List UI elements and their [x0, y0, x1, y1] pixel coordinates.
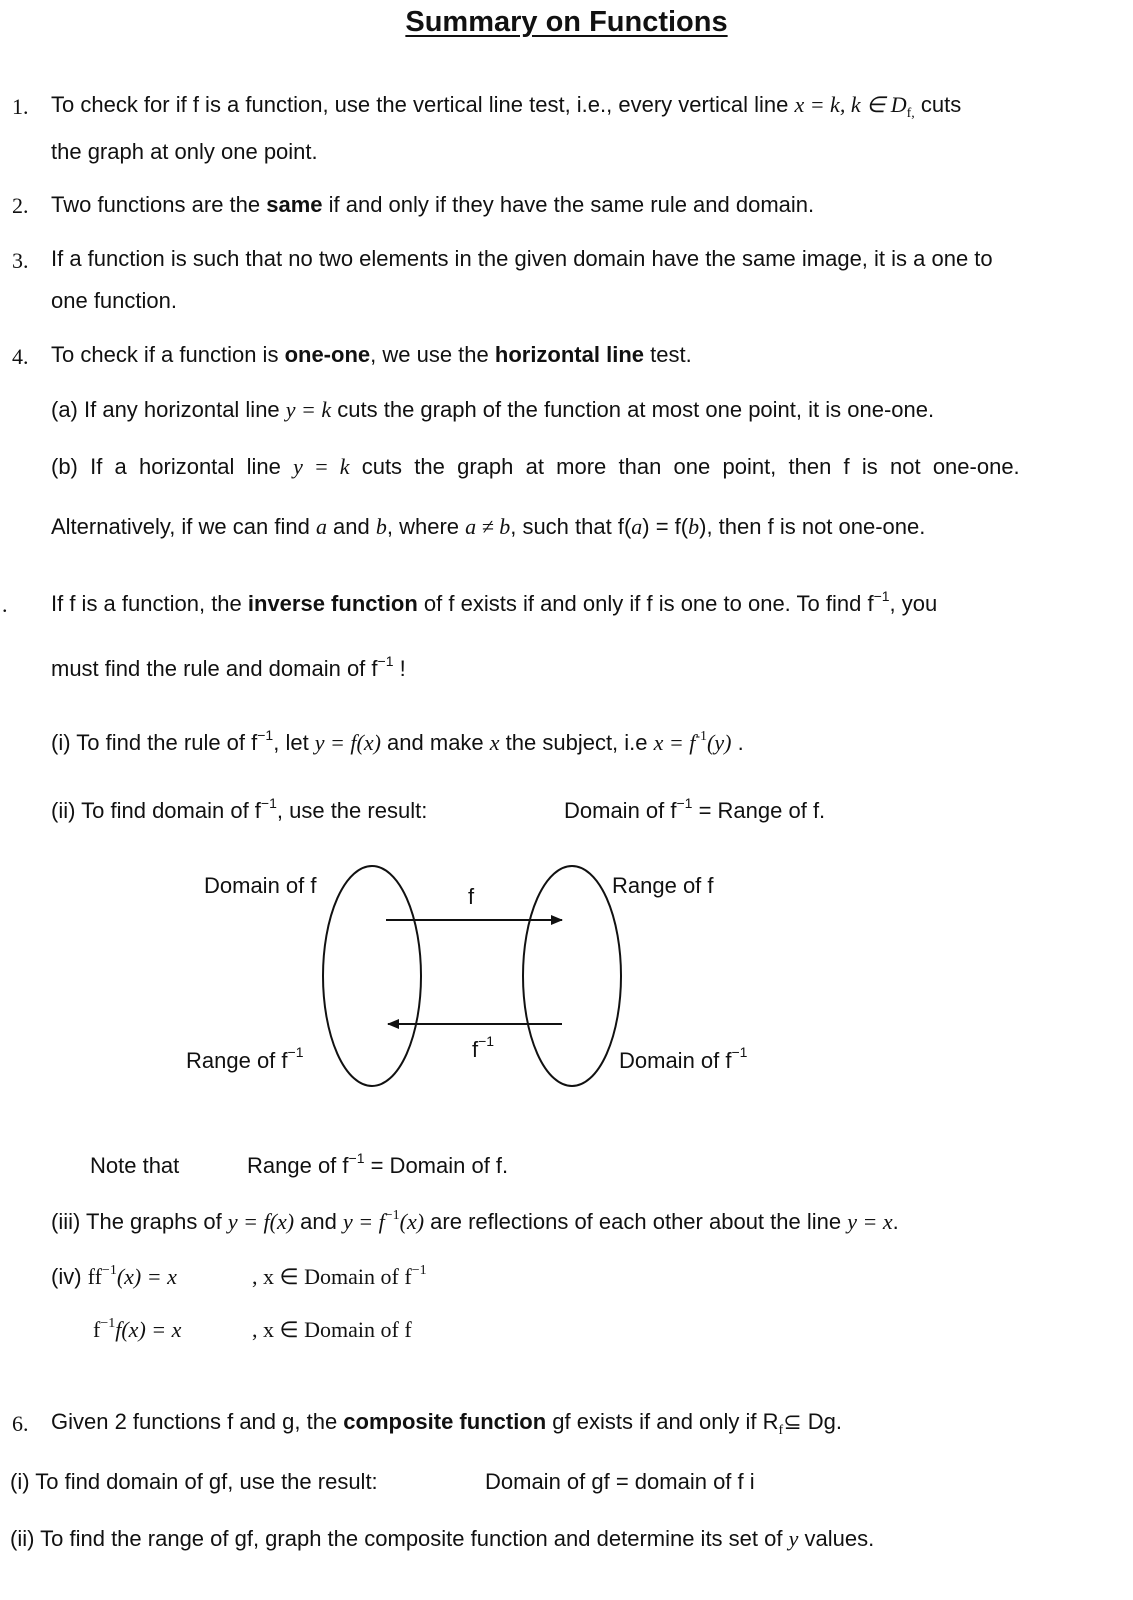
- item-6-i-result: Domain of gf = domain of f i: [485, 1469, 755, 1494]
- range-set-ellipse: [523, 866, 621, 1086]
- item-number-2: 2.: [12, 193, 29, 218]
- item-5-iii-text: (iii) The graphs of y = f(x) and $y = f^{-1}(x)$ are reflections of each other about the line y = x.: [51, 1208, 899, 1234]
- item-5-ii-text: (ii) To find domain of $f^{-1}$, use the result:: [51, 795, 428, 823]
- label-range-of-f: Range of f: [612, 873, 714, 898]
- note-result: Range of $f^{-1}$ = Domain of f.: [247, 1150, 509, 1178]
- item-2-text: Two functions are the same if and only if they have the same rule and domain.: [51, 192, 815, 217]
- label-domain-of-f: Domain of f: [204, 873, 317, 898]
- item-5-ii-result: Domain of $f^{-1}$ = Range of f.: [564, 795, 826, 823]
- label-domain-of-f-inverse: Domain of $f^{-1}$: [619, 1044, 748, 1073]
- item-number-5: .: [2, 592, 8, 617]
- item-5-i-text: (i) To find the rule of $f^{-1}$, let y = f(x) and make x the subject, i.e $x = f^{-1}(y)$ .: [51, 727, 744, 755]
- label-arrow-f: f: [468, 884, 475, 909]
- item-6-text: Given 2 functions f and g, the composite function gf exists if and only if $R_f⊆$ Dg.: [51, 1409, 842, 1438]
- domain-set-ellipse: [323, 866, 421, 1086]
- item-5-iv-condition-2: , x ∈ Domain of f: [252, 1317, 412, 1342]
- item-number-3: 3.: [12, 248, 29, 273]
- item-number-4: 4.: [12, 344, 29, 369]
- item-4b-text: (b) If a horizontal line y = k cuts the graph at more than one point, then f is not one-one.: [51, 454, 1020, 479]
- item-5-line-2: must find the rule and domain of $f^{-1}$ !: [51, 653, 406, 681]
- item-5-iv-line-2: $f^{-1}f(x) = x$: [93, 1316, 182, 1342]
- page-title: Summary on Functions: [405, 6, 728, 38]
- item-4-text: To check if a function is one-one, we use the horizontal line test.: [51, 342, 692, 367]
- item-5-iv-line-1: (iv) $ff^{-1}(x) = x$: [51, 1263, 177, 1289]
- item-4a-text: (a) If any horizontal line y = k cuts the graph of the function at most one point, it is one-one.: [51, 397, 935, 422]
- item-number-6: 6.: [12, 1411, 29, 1436]
- item-5-line-1: If f is a function, the inverse function of f exists if and only if f is one to one. To find $f^{-1}$, you: [51, 588, 938, 616]
- item-6-ii-text: (ii) To find the range of gf, graph the composite function and determine its set of y values.: [10, 1526, 875, 1551]
- item-1-line-1: To check for if f is a function, use the vertical line test, i.e., every vertical line x = k, k ∈ $D_{f,}$ cuts: [51, 92, 962, 121]
- item-4-alternative: Alternatively, if we can find a and b, where a ≠ b, such that f(a) = f(b), then f is not one-one.: [51, 514, 926, 539]
- label-arrow-f-inverse: $f^{-1}$: [472, 1033, 495, 1062]
- item-number-1: 1.: [12, 94, 29, 119]
- inverse-function-mapping-diagram: [0, 860, 1133, 1100]
- item-3-line-2: one function.: [51, 288, 177, 313]
- label-range-of-f-inverse: Range of $f^{-1}$: [186, 1044, 304, 1073]
- item-6-i-text: (i) To find domain of gf, use the result:: [10, 1469, 378, 1494]
- item-5-iv-condition-1: , x ∈ Domain of $f^{-1}$: [252, 1263, 427, 1289]
- item-1-line-2: the graph at only one point.: [51, 139, 318, 164]
- note-label: Note that: [90, 1153, 180, 1178]
- item-3-line-1: If a function is such that no two elements in the given domain have the same image, it is a one to: [51, 246, 993, 271]
